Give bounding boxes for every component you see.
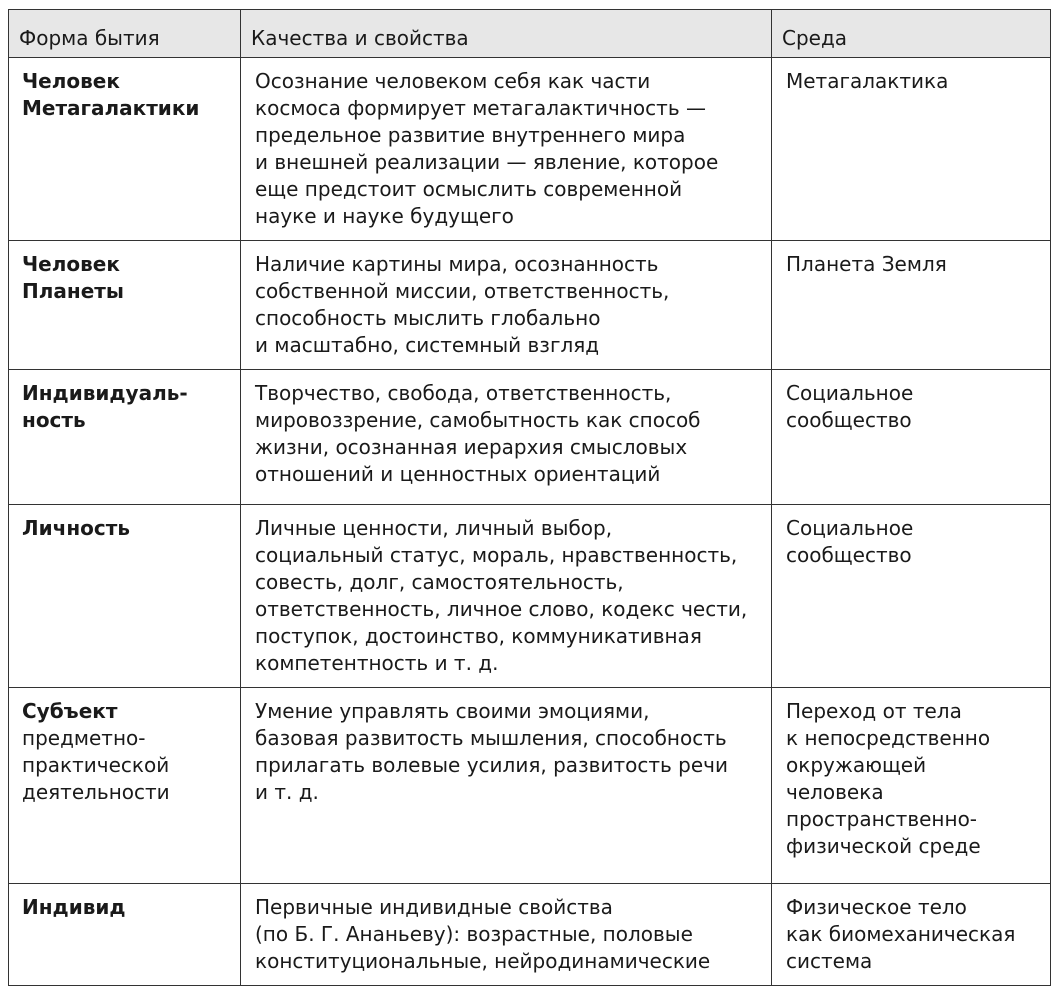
form-name: Человек Метагалактики bbox=[22, 69, 200, 120]
cell-environment: Метагалактика bbox=[772, 58, 1051, 241]
cell-environment: Физическое тело как биомеханическая система bbox=[772, 884, 1051, 986]
forms-of-being-table bbox=[8, 9, 1051, 986]
cell-environment: Переход от тела к непосредственно окружающей человека пространственно- физической среде bbox=[772, 688, 1051, 884]
form-name: Индивидуаль- ность bbox=[22, 381, 188, 432]
header-qualities: Качества и свойства bbox=[241, 10, 772, 58]
cell-qualities: Личные ценности, личный выбор, социальный статус, мораль, нравственность, совесть, долг, самостоятельность, ответственность, личное слово, кодекс чести, поступок, достоинство, коммуникативная компетентность и т. д. bbox=[241, 505, 772, 688]
cell-qualities: Наличие картины мира, осознанность собственной миссии, ответственность, способность мыслить глобально и масштабно, системный взгляд bbox=[241, 241, 772, 370]
cell-environment: Социальное сообщество bbox=[772, 370, 1051, 505]
cell-qualities: Первичные индивидные свойства (по Б. Г. Ананьеву): возрастные, половые конституциональные, нейродинамические bbox=[241, 884, 772, 986]
table-row bbox=[9, 505, 1051, 688]
table-row bbox=[9, 688, 1051, 884]
form-name: Личность bbox=[22, 516, 131, 540]
table-row bbox=[9, 241, 1051, 370]
cell-form bbox=[9, 688, 241, 884]
cell-environment: Планета Земля bbox=[772, 241, 1051, 370]
cell-form bbox=[9, 370, 241, 505]
table-row bbox=[9, 370, 1051, 505]
cell-form bbox=[9, 241, 241, 370]
cell-form bbox=[9, 58, 241, 241]
form-name: Человек Планеты bbox=[22, 252, 124, 303]
form-name: Индивид bbox=[22, 895, 126, 919]
cell-environment: Социальное сообщество bbox=[772, 505, 1051, 688]
form-name: Субъект bbox=[22, 699, 118, 723]
cell-form bbox=[9, 884, 241, 986]
table-header-row bbox=[9, 10, 1051, 58]
table-row bbox=[9, 58, 1051, 241]
cell-qualities: Творчество, свобода, ответственность, мировоззрение, самобытность как способ жизни, осознанная иерархия смысловых отношений и ценностных ориентаций bbox=[241, 370, 772, 505]
header-form: Форма бытия bbox=[9, 10, 241, 58]
form-name-rest: предметно- практической деятельности bbox=[22, 726, 170, 804]
cell-qualities: Умение управлять своими эмоциями, базовая развитость мышления, способность прилагать волевые усилия, развитость речи и т. д. bbox=[241, 688, 772, 884]
cell-form bbox=[9, 505, 241, 688]
cell-qualities: Осознание человеком себя как части космоса формирует метагалактичность — предельное развитие внутреннего мира и внешней реализации — явление, которое еще предстоит осмыслить современной науке и науке будущего bbox=[241, 58, 772, 241]
header-environment: Среда bbox=[772, 10, 1051, 58]
table-row bbox=[9, 884, 1051, 986]
